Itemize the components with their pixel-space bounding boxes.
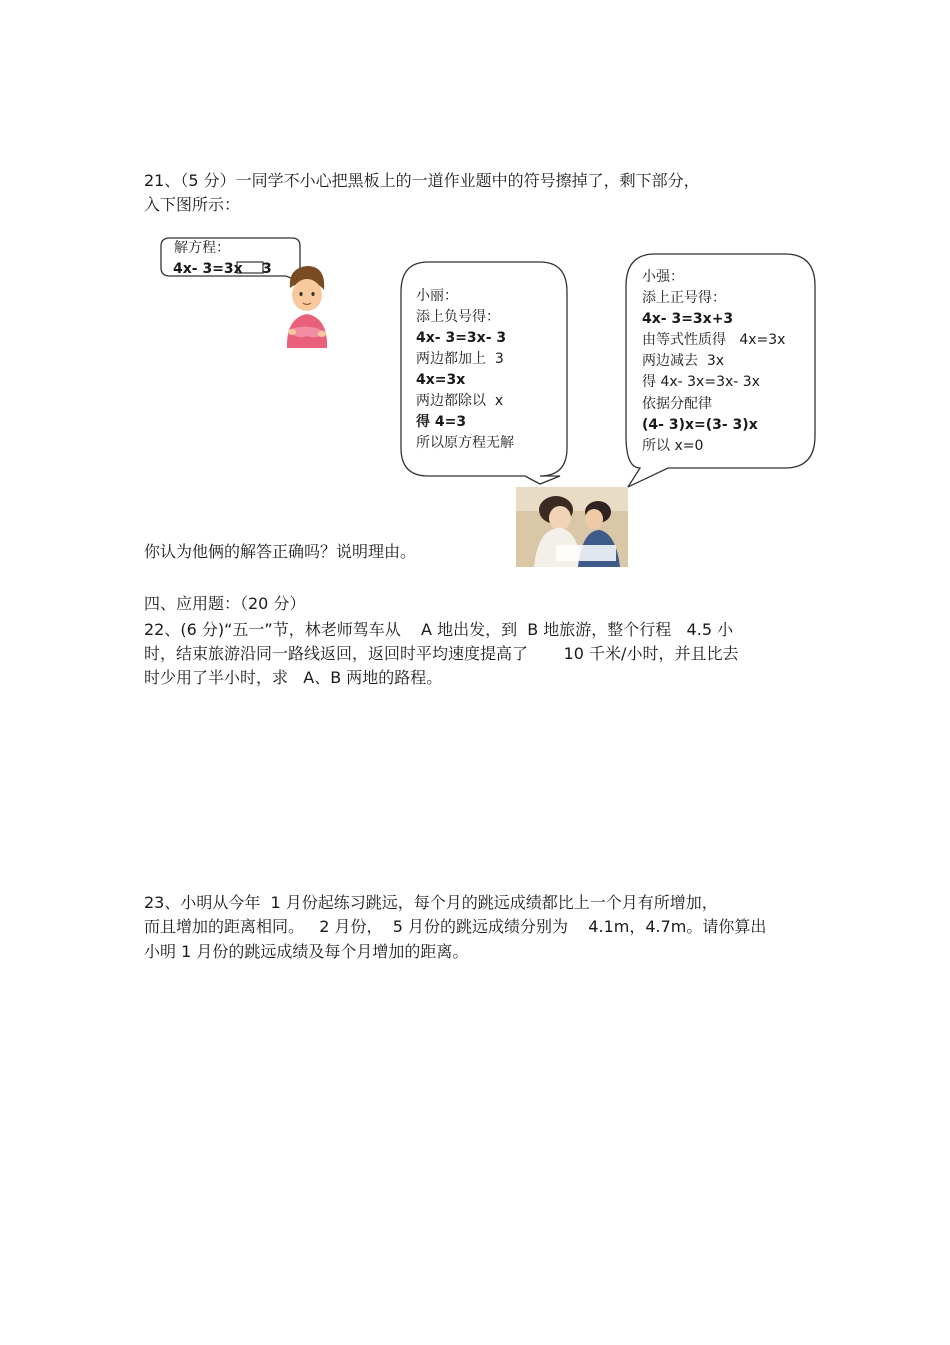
prompt-equation-right: 3 — [262, 261, 272, 277]
xiaoqiang-line-4: 两边减去 3x — [642, 353, 725, 369]
xiaoqiang-line-7: (4- 3)x=(3- 3)x — [642, 417, 758, 433]
prompt-equation-left: 4x- 3=3x — [173, 261, 243, 277]
xiaoqiang-line-8: 所以 x=0 — [642, 438, 704, 454]
xiaoli-line-1: 添上负号得： — [416, 309, 500, 325]
boy-avatar — [287, 266, 327, 348]
q23-line-3: 小明 1 月份的跳远成绩及每个月增加的距离。 — [144, 942, 469, 961]
xiaoli-line-3: 两边都加上 3 — [416, 351, 504, 367]
q23-line-2: 而且增加的距离相同。 2 月份， 5 月份的跳远成绩分别为 4.1m，4.7m。请你算出 — [144, 917, 767, 936]
xiaoli-line-7: 所以原方程无解 — [416, 435, 514, 451]
xiaoqiang-line-1: 添上正号得： — [642, 290, 726, 306]
q22-line-1: 22、(6 分)“五一”节，林老师驾车从 A 地出发，到 B 地旅游，整个行程 4.5 小 — [144, 620, 734, 639]
q22-line-3: 时少用了半小时，求 A、B 两地的路程。 — [144, 668, 443, 687]
xiaoli-line-6: 得 4=3 — [416, 414, 467, 430]
q21-question: 你认为他俩的解答正确吗？说明理由。 — [144, 542, 417, 561]
xiaoqiang-line-6: 依据分配律 — [642, 396, 712, 412]
q21-line-1: 21、（5 分）一同学不小心把黑板上的一道作业题中的符号擦掉了，剩下部分， — [144, 171, 700, 190]
prompt-title: 解方程： — [174, 240, 230, 256]
q21-line-2: 入下图所示： — [144, 195, 241, 214]
xiaoli-line-4: 4x=3x — [416, 372, 466, 388]
teacher-student-photo — [516, 487, 628, 567]
xiaoli-line-2: 4x- 3=3x- 3 — [416, 330, 507, 346]
q22-line-2: 时，结束旅游沿同一路线返回，返回时平均速度提高了 10 千米/小时，并且比去 — [144, 644, 739, 663]
xiaoli-name: 小丽： — [416, 288, 458, 304]
xiaoqiang-name: 小强： — [642, 269, 684, 285]
xiaoli-line-5: 两边都除以 x — [416, 393, 504, 409]
section4-title: 四、应用题：（20 分） — [144, 594, 306, 613]
q23-line-1: 23、小明从今年 1 月份起练习跳远，每个月的跳远成绩都比上一个月有所增加， — [144, 893, 718, 912]
xiaoqiang-line-3: 由等式性质得 4x=3x — [642, 332, 786, 348]
xiaoqiang-line-2: 4x- 3=3x+3 — [642, 311, 734, 327]
xiaoqiang-line-5: 得 4x- 3x=3x- 3x — [642, 374, 760, 390]
